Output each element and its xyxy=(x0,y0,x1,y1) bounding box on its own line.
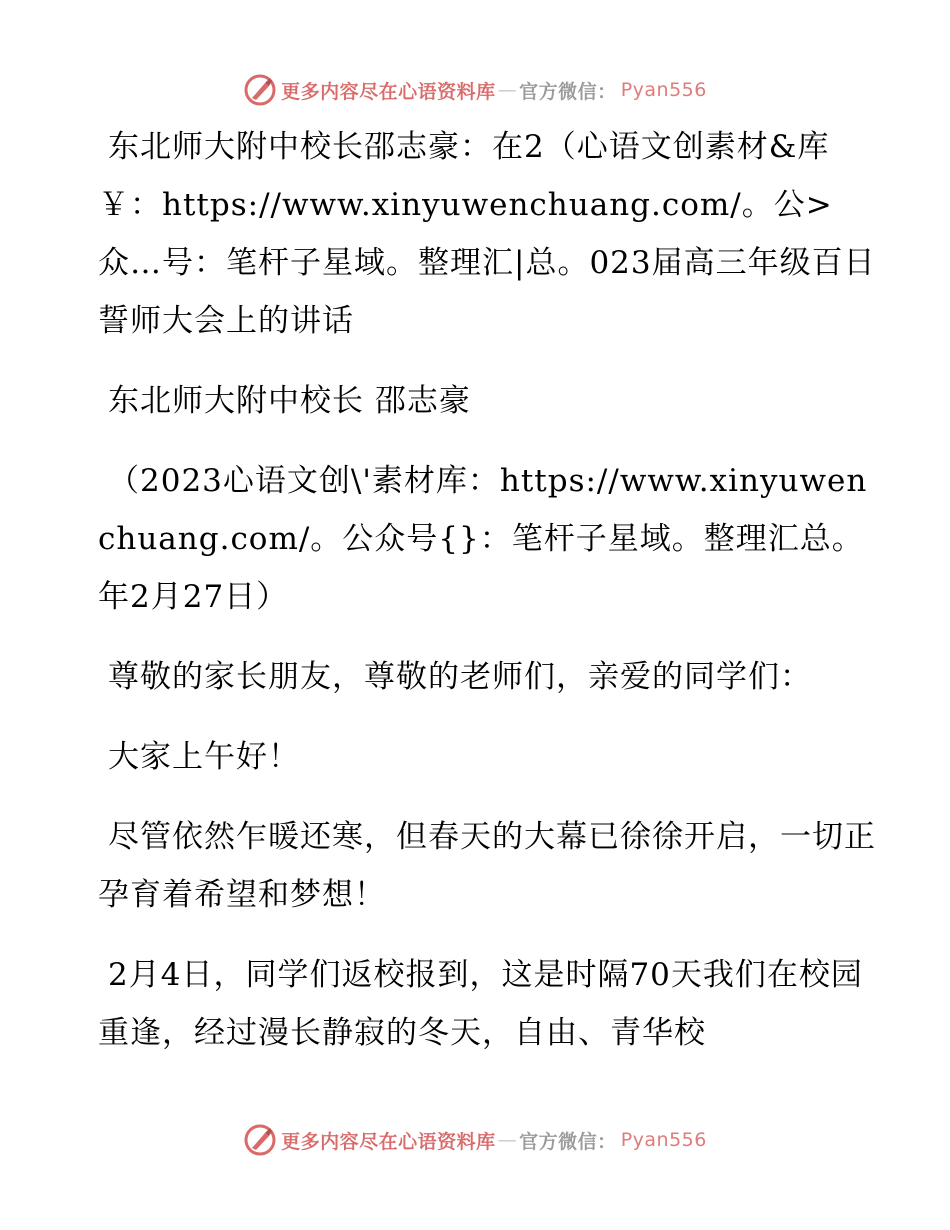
greeting-paragraph: 大家上午好！ xyxy=(108,739,300,775)
watermark-banner-bottom xyxy=(0,1120,950,1160)
document-title-paragraph: 东北师大附中校长邵志豪：在2（心语文创素材&库￥：https://www.xinyuwenchuang.com/。公>众…号：笔杆子星域。整理汇|总。023届高三年级百日誓师大会上的讲话 xyxy=(98,129,876,339)
watermark-wechat-label: 官方微信： xyxy=(519,80,617,103)
salutation-paragraph: 尊敬的家长朋友，尊敬的老师们，亲爱的同学们： xyxy=(108,659,812,695)
body-paragraph: 尽管依然乍暖还寒，但春天的大幕已徐徐开启，一切正孕育着希望和梦想！ xyxy=(98,819,876,913)
watermark-wechat-id: Pyan556 xyxy=(620,79,707,101)
quill-pen-logo-icon xyxy=(243,1123,277,1157)
watermark-banner-top xyxy=(0,70,950,110)
watermark-wechat-id: Pyan556 xyxy=(620,1129,707,1151)
document-body xyxy=(98,118,878,1084)
date-note-paragraph: （2023心语文创\'素材库：https://www.xinyuwenchuang.com/。公众号{}：笔杆子星域。整理汇总。年2月27日） xyxy=(98,463,868,615)
watermark-separator: — xyxy=(497,1129,518,1151)
body-paragraph: 2月4日，同学们返校报到，这是时隔70天我们在校园重逢，经过漫长静寂的冬天，自由、青华校 xyxy=(98,957,863,1051)
watermark-wechat-label: 官方微信： xyxy=(519,1130,617,1153)
watermark-separator: — xyxy=(497,79,518,101)
watermark-text: 更多内容尽在心语资料库 xyxy=(281,1130,496,1153)
author-line: 东北师大附中校长 邵志豪 xyxy=(108,383,471,419)
watermark-text: 更多内容尽在心语资料库 xyxy=(281,80,496,103)
quill-pen-logo-icon xyxy=(243,73,277,107)
